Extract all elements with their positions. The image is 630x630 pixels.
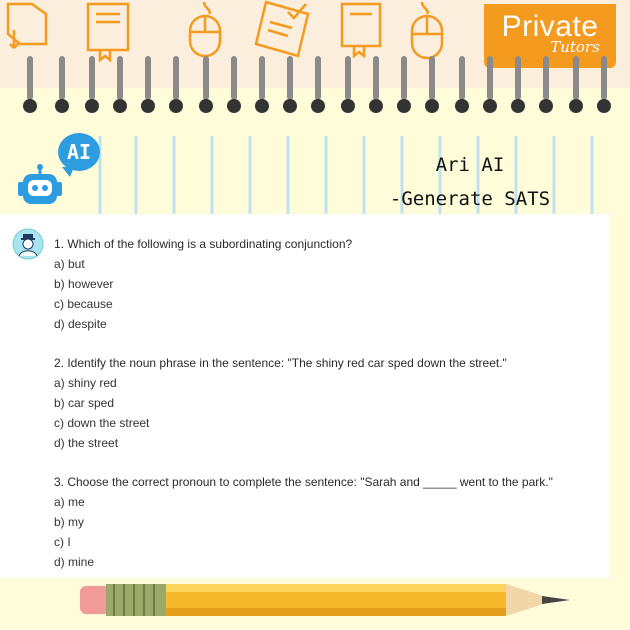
mouse-icon [404,0,450,62]
brand-tagline: Tutors [550,38,600,56]
book-icon [78,0,138,62]
header-subtitle: -Generate SATS [389,188,551,210]
answer-option: c) I [54,535,71,549]
answer-option: a) shiny red [54,376,117,390]
question-text: 2. Identify the noun phrase in the sentence: "The shiny red car sped down the street." [54,356,507,370]
answer-option: d) despite [54,317,107,331]
pencil-icon [80,578,580,622]
book-icon [334,0,392,58]
answer-option: b) car sped [54,396,115,410]
answer-option: c) down the street [54,416,150,430]
question-text: 3. Choose the correct pronoun to complete the sentence: "Sarah and _____ went to the park." [54,475,553,489]
question-item [54,353,604,453]
answer-option: c) because [54,297,113,311]
question-item [54,472,604,572]
question-item [54,234,604,334]
clipboard-icon [252,0,314,58]
avatar [12,228,44,260]
header-title: Ari AI [435,154,505,176]
answer-option: b) however [54,277,114,291]
brand-name: Private [501,10,599,43]
robot-icon [14,164,66,208]
answer-option: a) but [54,257,85,271]
question-list [54,234,604,591]
ai-badge-label: AI [66,140,92,164]
answer-option: d) the street [54,436,119,450]
answer-option: b) my [54,515,84,529]
book-icon [2,0,58,56]
answer-option: a) me [54,495,85,509]
answer-option: d) mine [54,555,95,569]
mouse-icon [182,0,228,60]
question-text: 1. Which of the following is a subordinating conjunction? [54,237,353,251]
spiral-binding [0,56,630,120]
